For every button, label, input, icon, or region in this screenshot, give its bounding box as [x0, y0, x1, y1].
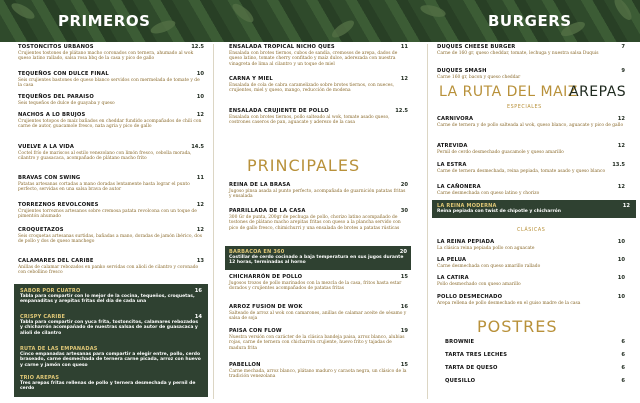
- item-desc: Anillas de calamar rebozados en panko servidas con alioli de cilantro y coronado con cebollino fresco: [18, 265, 199, 276]
- item-name: CARNIVORA: [437, 116, 474, 122]
- menu-item: [20, 346, 202, 375]
- clasicas-subtitle: CLÁSICAS: [517, 228, 546, 233]
- item-desc: 300 Gr de punta, 200gr de pechuga de pollo, chorizo latino acompañado de tostones de plátano macho arepitas fritas con queso a la plancha servido con pico de gallo fresco, chimichurri y una ensalada de brotes a patatas rústicas: [229, 215, 401, 231]
- menu-item: [445, 365, 625, 371]
- item-name: PARRILLADA DE LA CASA: [229, 208, 306, 214]
- item-price: 12: [617, 143, 625, 149]
- especiales-subtitle: ESPECIALES: [507, 105, 542, 110]
- item-price: 6: [621, 339, 625, 345]
- item-desc: Carne mechada, arroz blanco, plátano maduro y caraota negra, un clásico de la tradición venezolana: [229, 369, 407, 380]
- item-desc: Seis croquetas artesanas surtidas, bañadas a mano, doradas de jamón ibérico, dos de pollo y dos de queso manchego: [18, 234, 202, 245]
- item-name: LA PELUA: [437, 257, 467, 263]
- item-name: VUELVE A LA VIDA: [18, 144, 75, 150]
- item-price: 10: [196, 94, 204, 100]
- item-desc: Cinco empanadas artesanas para compartir a elegir entre, pollo, cerdo braseado, carne desmechada de ternera carne picada, arroz con huevo y carne y jamón con queso: [20, 352, 201, 368]
- item-price: 10: [196, 71, 204, 77]
- item-name: PABELLON: [229, 362, 261, 368]
- item-name: TORREZNOS REVOLCONES: [18, 202, 99, 208]
- item-name: LA CAÑONERA: [437, 184, 481, 190]
- item-name: CHICHARRÓN DE POLLO: [229, 274, 303, 280]
- principales-column-lower: [229, 42, 408, 403]
- item-name: CALAMARES DEL CARIBE: [18, 258, 94, 264]
- item-price: 10: [617, 257, 625, 263]
- item-name: CROQUETAZOS: [18, 227, 64, 233]
- item-desc: Ensalada con brotes tiernos, cubos de sandía, cremosos de arepa, dados de queso latino, tomate cherry confitado y maíz dulce, aderezada con nuestra vinagreta de lima al cilantro y un toque de miel: [229, 51, 398, 67]
- principales-title: PRINCIPALES: [247, 156, 361, 175]
- item-price: 9: [621, 68, 625, 74]
- item-name: NACHOS A LO BRUJOS: [18, 112, 86, 118]
- item-price: 12: [400, 76, 408, 82]
- menu-item: [437, 239, 625, 251]
- item-price: 6: [621, 378, 625, 384]
- menu-item: [18, 202, 204, 220]
- menu-item: [18, 44, 204, 62]
- item-desc: Seis crujientes bastones de queso blanco servidos con mermelada de tomate y de la casa: [18, 78, 200, 89]
- item-desc: Pernil de cerdo desmechado guacamole y queso amarillo: [437, 150, 564, 155]
- item-price: 12: [617, 184, 625, 190]
- item-name: TARTA TRES LECHES: [445, 352, 508, 358]
- clasicas-column: [437, 42, 625, 403]
- item-name: TOSTONCITOS URBANOS: [18, 44, 94, 50]
- item-name: ARROZ FUSION DE WOK: [229, 304, 303, 310]
- item-price: 12: [622, 203, 630, 209]
- item-name: BROWNIE: [445, 339, 475, 345]
- header-band: [0, 0, 640, 42]
- item-name: BARBACOA EN 360: [229, 249, 285, 255]
- item-desc: Pollo desmechado con queso amarillo: [437, 282, 521, 287]
- menu-item: [445, 378, 625, 384]
- section-title-burgers: BURGERS: [488, 12, 572, 30]
- item-name: LA ESTRA: [437, 162, 467, 168]
- item-desc: Carne de ternera y de pollo salteada al wok, queso blanco, aguacate y pico de gallo: [437, 123, 624, 128]
- item-price: 12: [617, 116, 625, 122]
- item-price: 12: [196, 202, 204, 208]
- item-price: 20: [399, 249, 407, 255]
- item-name: LA REINA MODERNA: [437, 203, 497, 209]
- item-desc: Carne de 160 gr, queso cheddar, tomate, lechuga y nuestra salsa Duquis: [437, 51, 599, 56]
- item-desc: Jugosos trozos de pollo marinados con la mezcla de la casa, fritos hasta estar dorados y crujientes acompañados de patatas fritas: [229, 281, 402, 292]
- item-name: TRIO AREPAS: [20, 375, 60, 381]
- compartir-panel: [14, 284, 208, 397]
- item-price: 30: [400, 208, 408, 214]
- arepas-title: AREPAS: [569, 84, 627, 100]
- ruta-title: LA RUTA DEL MAIZ: [439, 84, 578, 100]
- item-desc: Coctel frío de mariscos al estilo venezolano con limón fresco, cebolla morada, cilantro y guasacaca, acompañado de plátano macho frito: [18, 151, 192, 162]
- item-name: DUQUES SMASH: [437, 68, 487, 74]
- item-desc: Tabla para compartir con yuca frita, tostoncitos, calamares rebozados y chicharrón acompañado de nuestras salsas de autor de guasacaca y alioli de cilantro: [20, 320, 199, 336]
- section-title-primeros: PRIMEROS: [58, 12, 151, 30]
- menu-item: [229, 362, 408, 380]
- item-name: PAISA CON FLOW: [229, 328, 282, 334]
- item-desc: Arepa rellena de pollo desmechado en el guiso madre de la casa: [437, 301, 581, 306]
- item-desc: Carne 160 gr, bacon y queso cheddar: [437, 75, 521, 80]
- item-price: 20: [400, 182, 408, 188]
- item-desc: Ensalada con brotes tiernos, pollo salteado al wok, tomate asado queso, costrones caseros de pan, aguacate y aderezo de la casa: [229, 115, 390, 126]
- item-name: ATREVIDA: [437, 143, 468, 149]
- item-desc: Carne desmechada con queso latino y chorizo: [437, 191, 540, 196]
- item-desc: Salteado de arroz al wok con camarones, anillas de calamar aceite de sésamo y salsa de soja: [229, 311, 407, 322]
- menu-item: [20, 314, 202, 346]
- item-name: TARTA DE QUESO: [445, 365, 498, 371]
- item-price: 14: [194, 314, 202, 320]
- item-price: 6: [621, 365, 625, 371]
- item-desc: Costillar de cerdo cocinado a baja temperatura en sus jugos durante 12 horas, terminadas al horno: [229, 255, 404, 266]
- item-name: REINA DE LA BRASA: [229, 182, 291, 188]
- item-desc: Tres arepas fritas rellenas de pollo y ternera desmechada y pernil de cerdo: [20, 381, 196, 392]
- item-price: 11: [400, 44, 408, 50]
- item-name: LA REINA PEPIADA: [437, 239, 495, 245]
- menu-item: [445, 352, 625, 358]
- item-desc: Reina pepiada con twist de chipotle y chicharrón: [437, 209, 561, 214]
- menu-item: [20, 375, 202, 395]
- menu-item: [229, 274, 408, 292]
- item-name: TEQUEÑOS DEL PARAISO: [18, 94, 94, 100]
- item-price: 6: [621, 352, 625, 358]
- item-price: 10: [617, 275, 625, 281]
- item-price: 15: [400, 362, 408, 368]
- menu-item: [437, 275, 625, 287]
- item-price: 12.5: [191, 44, 204, 50]
- menu-item: [18, 71, 204, 89]
- menu-item: [18, 112, 204, 130]
- item-name: QUESILLO: [445, 378, 476, 384]
- item-price: 13: [196, 258, 204, 264]
- item-price: 15: [400, 274, 408, 280]
- item-name: ENSALADA CRUJIENTE DE POLLO: [229, 108, 329, 114]
- item-price: 16: [400, 304, 408, 310]
- item-price: 11: [196, 175, 204, 181]
- menu-item: [18, 144, 204, 162]
- item-name: BRAVAS CON SWING: [18, 175, 81, 181]
- item-name: DUQUES CHEESE BURGER: [437, 44, 516, 50]
- menu-item: [18, 258, 204, 276]
- menu-item: [437, 294, 625, 306]
- menu-item: [445, 339, 625, 345]
- menu-item: [437, 257, 625, 269]
- item-desc: Crujientes totopos de maíz bañados en cheddar fundido acompañados de chili con carne de autor, guacamole fresco, nata agria y pico de gallo: [18, 119, 202, 130]
- menu-item: [229, 328, 408, 351]
- menu-item: [20, 288, 202, 314]
- item-price: 14.5: [191, 144, 204, 150]
- item-desc: Crujientes torreznos artesanos sobre cremosa patata revolcona con un toque de pimentón ahumado: [18, 209, 197, 220]
- item-desc: Crujientes tostones de plátano macho coronados con ternera, ahumado al wok queso latino rallado, salsa rosa bbq de la casa y pico de gallo: [18, 51, 194, 62]
- item-desc: Carne de ternera desmechada, reina pepiada, tomate asado y queso blanco: [437, 169, 606, 174]
- item-desc: Ensalada de cola de cabra caramelizado sobre brotes tiernos, con nueces, crujientes, miel y queso, mango, reducción de modena: [229, 83, 395, 94]
- item-name: CRISPY CARIBE: [20, 314, 66, 320]
- column-divider: [427, 44, 428, 399]
- item-name: RUTA DE LAS EMPANADAS: [20, 346, 98, 352]
- item-price: 16: [194, 288, 202, 294]
- item-name: CARNA Y MIEL: [229, 76, 273, 82]
- menu-item: [18, 227, 204, 245]
- item-price: 10: [617, 294, 625, 300]
- postres-title: POSTRES: [477, 317, 558, 336]
- item-name: TEQUEÑOS CON DULCE FINAL: [18, 71, 109, 77]
- item-price: 12.5: [395, 108, 408, 114]
- menu-item: [18, 94, 204, 106]
- item-name: SABOR POR CUATRO: [20, 288, 81, 294]
- item-name: ENSALADA TROPICAL NICHO QUES: [229, 44, 335, 50]
- item-desc: La clásica reina pepiada pollo con aguacate: [437, 246, 535, 251]
- item-price: 12: [196, 227, 204, 233]
- item-name: LA CATIRA: [437, 275, 469, 281]
- item-price: 10: [617, 239, 625, 245]
- column-divider: [213, 44, 214, 399]
- item-price: 7: [621, 44, 625, 50]
- item-price: 19: [400, 328, 408, 334]
- item-desc: Nuestra versión con carácter de la clásica bandeja paisa, arroz blanco, alubias rojas, carne de ternera con chicharrón crujiente, huevo frito y tajadas de madura frita: [229, 335, 405, 351]
- item-desc: Tabla para compartir con lo mejor de la cocina, tequeños, croquetas, empanaditas y arepitas fritas del día de cada una: [20, 294, 195, 305]
- item-price: 13.5: [612, 162, 625, 168]
- item-desc: Jugoso pinsa asada al punto perfecto, acompañada de guarnición patatas fritas y ensalada: [229, 189, 406, 200]
- item-price: 12: [196, 112, 204, 118]
- item-desc: Patatas artesanas cortadas a mano doradas lentamente hasta lograr el punto perfecto, servidas en una salsa brava de autor: [18, 182, 190, 193]
- menu-item: [229, 304, 408, 322]
- item-desc: Carne desmechada con queso amarillo rallado: [437, 264, 541, 269]
- item-name: POLLO DESMECHADO: [437, 294, 503, 300]
- menu-item: [18, 175, 204, 193]
- item-desc: Seis tequeños de dulce de guayaba y queso: [18, 101, 115, 106]
